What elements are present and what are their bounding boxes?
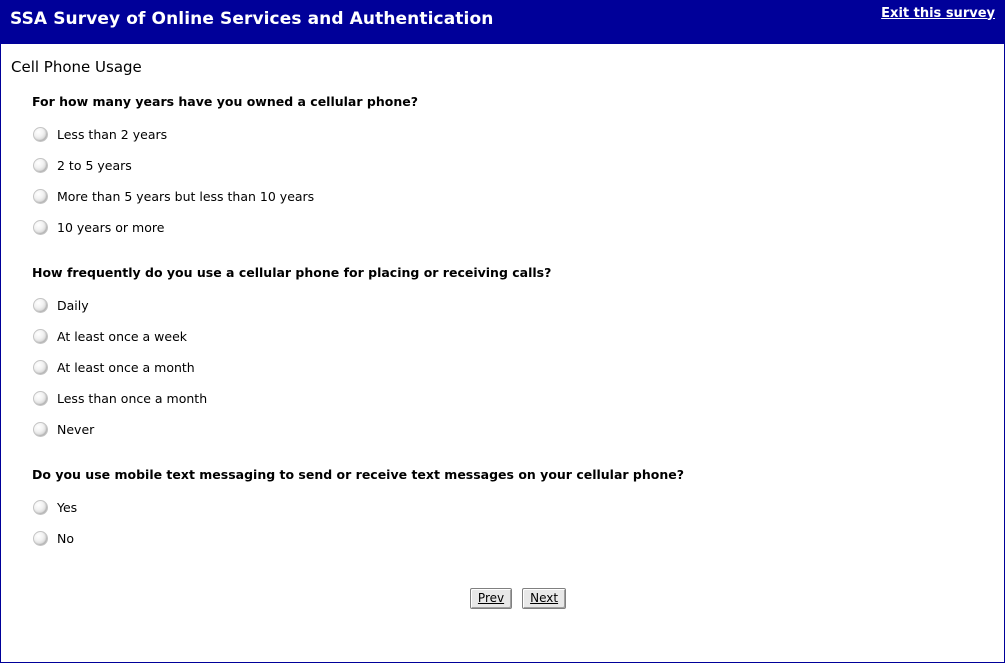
- radio-icon[interactable]: [33, 360, 48, 375]
- option-label: At least once a week: [57, 329, 187, 344]
- next-button[interactable]: [522, 588, 566, 609]
- option-row-2-1[interactable]: [32, 290, 1004, 321]
- radio-icon[interactable]: [33, 391, 48, 406]
- option-label: No: [57, 531, 74, 546]
- exit-survey-link[interactable]: Exit this survey: [881, 5, 995, 21]
- option-row-3-2[interactable]: [32, 523, 1004, 554]
- navigation-buttons: [32, 588, 1004, 609]
- radio-icon[interactable]: [33, 298, 48, 313]
- question-text-2: How frequently do you use a cellular phone for placing or receiving calls?: [32, 265, 552, 280]
- radio-icon[interactable]: [33, 127, 48, 142]
- question-text-3: Do you use mobile text messaging to send or receive text messages on your cellular phone?: [32, 467, 684, 482]
- prev-button[interactable]: [470, 588, 512, 609]
- option-label: Less than once a month: [57, 391, 208, 406]
- section-title: Cell Phone Usage: [11, 58, 142, 76]
- page-title: SSA Survey of Online Services and Authentication: [10, 9, 494, 29]
- option-row-1-4[interactable]: [32, 212, 1004, 243]
- option-label: 10 years or more: [57, 220, 165, 235]
- radio-icon[interactable]: [33, 422, 48, 437]
- option-label: Never: [57, 422, 95, 437]
- option-row-2-4[interactable]: [32, 383, 1004, 414]
- option-row-1-2[interactable]: [32, 150, 1004, 181]
- questions-container: [1, 76, 1004, 609]
- question-block-2: [32, 265, 1004, 445]
- option-label: 2 to 5 years: [57, 158, 132, 173]
- option-label: At least once a month: [57, 360, 195, 375]
- question-text-1: For how many years have you owned a cellular phone?: [32, 94, 418, 109]
- radio-icon[interactable]: [33, 329, 48, 344]
- option-label: Yes: [57, 500, 78, 515]
- option-row-1-3[interactable]: [32, 181, 1004, 212]
- option-label: More than 5 years but less than 10 years: [57, 189, 315, 204]
- radio-icon[interactable]: [33, 158, 48, 173]
- option-row-2-5[interactable]: [32, 414, 1004, 445]
- option-row-1-1[interactable]: [32, 119, 1004, 150]
- radio-icon[interactable]: [33, 500, 48, 515]
- next-button-label: Next: [530, 591, 559, 605]
- radio-icon[interactable]: [33, 531, 48, 546]
- survey-header: [0, 0, 1005, 44]
- option-row-3-1[interactable]: [32, 492, 1004, 523]
- radio-icon[interactable]: [33, 220, 48, 235]
- survey-body: [0, 44, 1005, 663]
- question-block-1: [32, 94, 1004, 243]
- option-row-2-2[interactable]: [32, 321, 1004, 352]
- prev-button-label: Prev: [477, 591, 505, 605]
- radio-icon[interactable]: [33, 189, 48, 204]
- option-label: Daily: [57, 298, 89, 313]
- option-label: Less than 2 years: [57, 127, 168, 142]
- question-block-3: [32, 467, 1004, 554]
- option-row-2-3[interactable]: [32, 352, 1004, 383]
